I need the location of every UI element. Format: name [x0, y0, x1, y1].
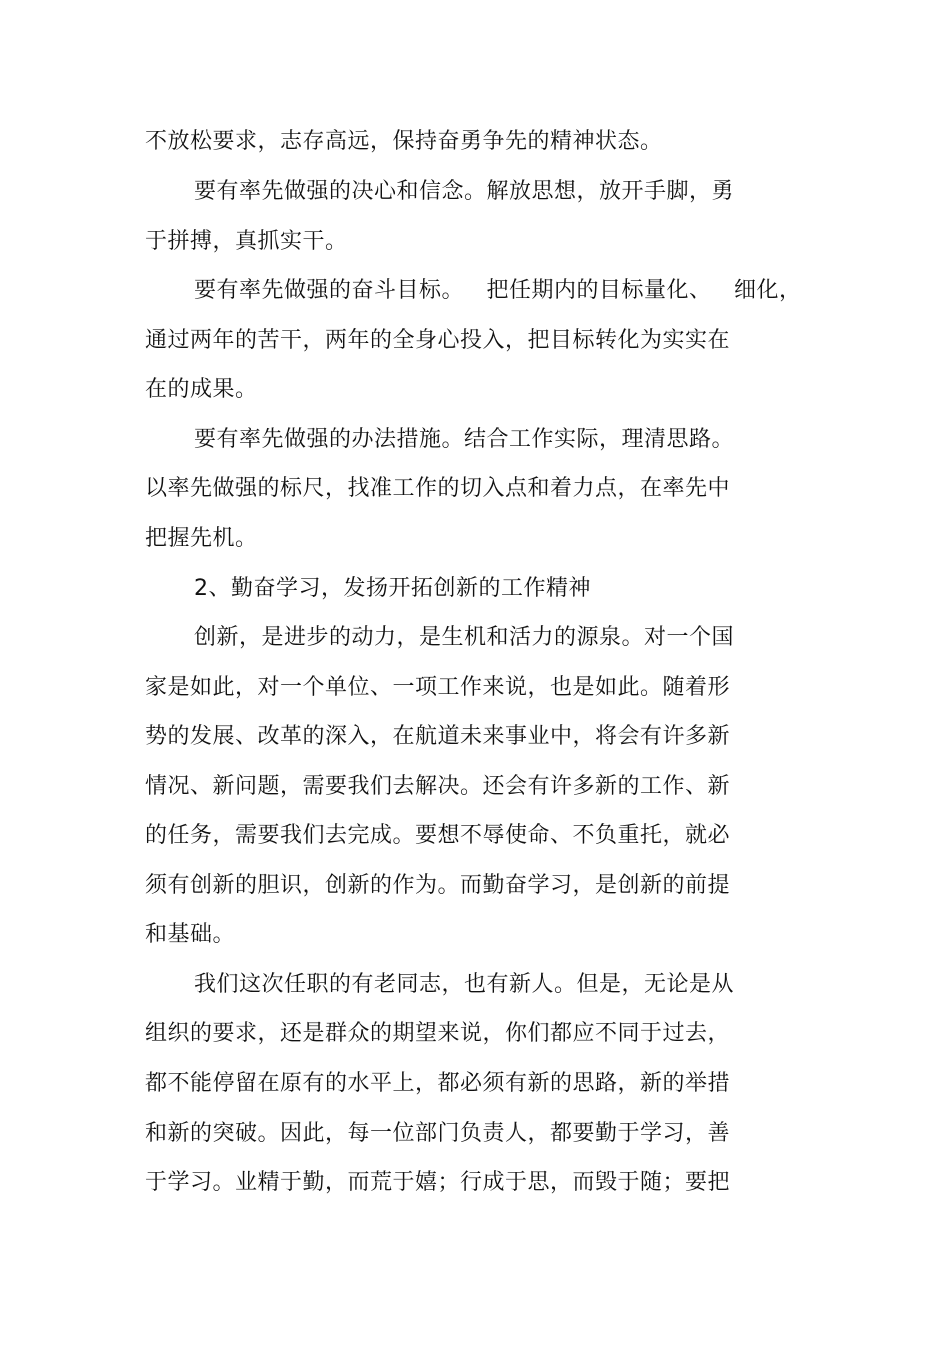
text-line-13: 势的发展、改革的深入，在航道未来事业中，将会有许多新: [145, 724, 731, 749]
text-line-17: 和基础。: [145, 922, 236, 947]
text-line-14: 情况、新问题，需要我们去解决。还会有许多新的工作、新: [145, 774, 731, 799]
text-line-3: 于拼搏，真抓实干。: [145, 229, 348, 254]
text-line-11: 创新，是进步的动力，是生机和活力的源泉。对一个国: [194, 625, 735, 650]
text-line-22: 于学习。业精于勤，而荒于嬉；行成于思，而毁于随；要把: [145, 1170, 731, 1195]
text-line-18: 我们这次任职的有老同志，也有新人。但是，无论是从: [194, 972, 735, 997]
text-line-21: 和新的突破。因此，每一位部门负责人，都要勤于学习，善: [145, 1121, 731, 1146]
text-line-15: 的任务，需要我们去完成。要想不辱使命、不负重托，就必: [145, 823, 731, 848]
text-line-7: 要有率先做强的办法措施。结合工作实际，理清思路。: [194, 427, 735, 452]
text-line-16: 须有创新的胆识，创新的作为。而勤奋学习，是创新的前提: [145, 873, 731, 898]
text-line-1: 不放松要求，志存高远，保持奋勇争先的精神状态。: [145, 129, 663, 154]
text-line-6: 在的成果。: [145, 377, 258, 402]
text-line-4: 要有率先做强的奋斗目标。 把任期内的目标量化、 细化，: [194, 278, 802, 303]
text-line-20: 都不能停留在原有的水平上，都必须有新的思路，新的举措: [145, 1071, 731, 1096]
text-line-5: 通过两年的苦干，两年的全身心投入，把目标转化为实实在: [145, 328, 731, 353]
text-line-8: 以率先做强的标尺，找准工作的切入点和着力点，在率先中: [145, 476, 731, 501]
text-line-19: 组织的要求，还是群众的期望来说，你们都应不同于过去，: [145, 1021, 731, 1046]
text-line-9: 把握先机。: [145, 526, 258, 551]
section-heading: 2、勤奋学习，发扬开拓创新的工作精神: [194, 576, 591, 601]
text-line-12: 家是如此，对一个单位、一项工作来说，也是如此。随着形: [145, 675, 731, 700]
text-line-2: 要有率先做强的决心和信念。解放思想，放开手脚，勇: [194, 179, 735, 204]
